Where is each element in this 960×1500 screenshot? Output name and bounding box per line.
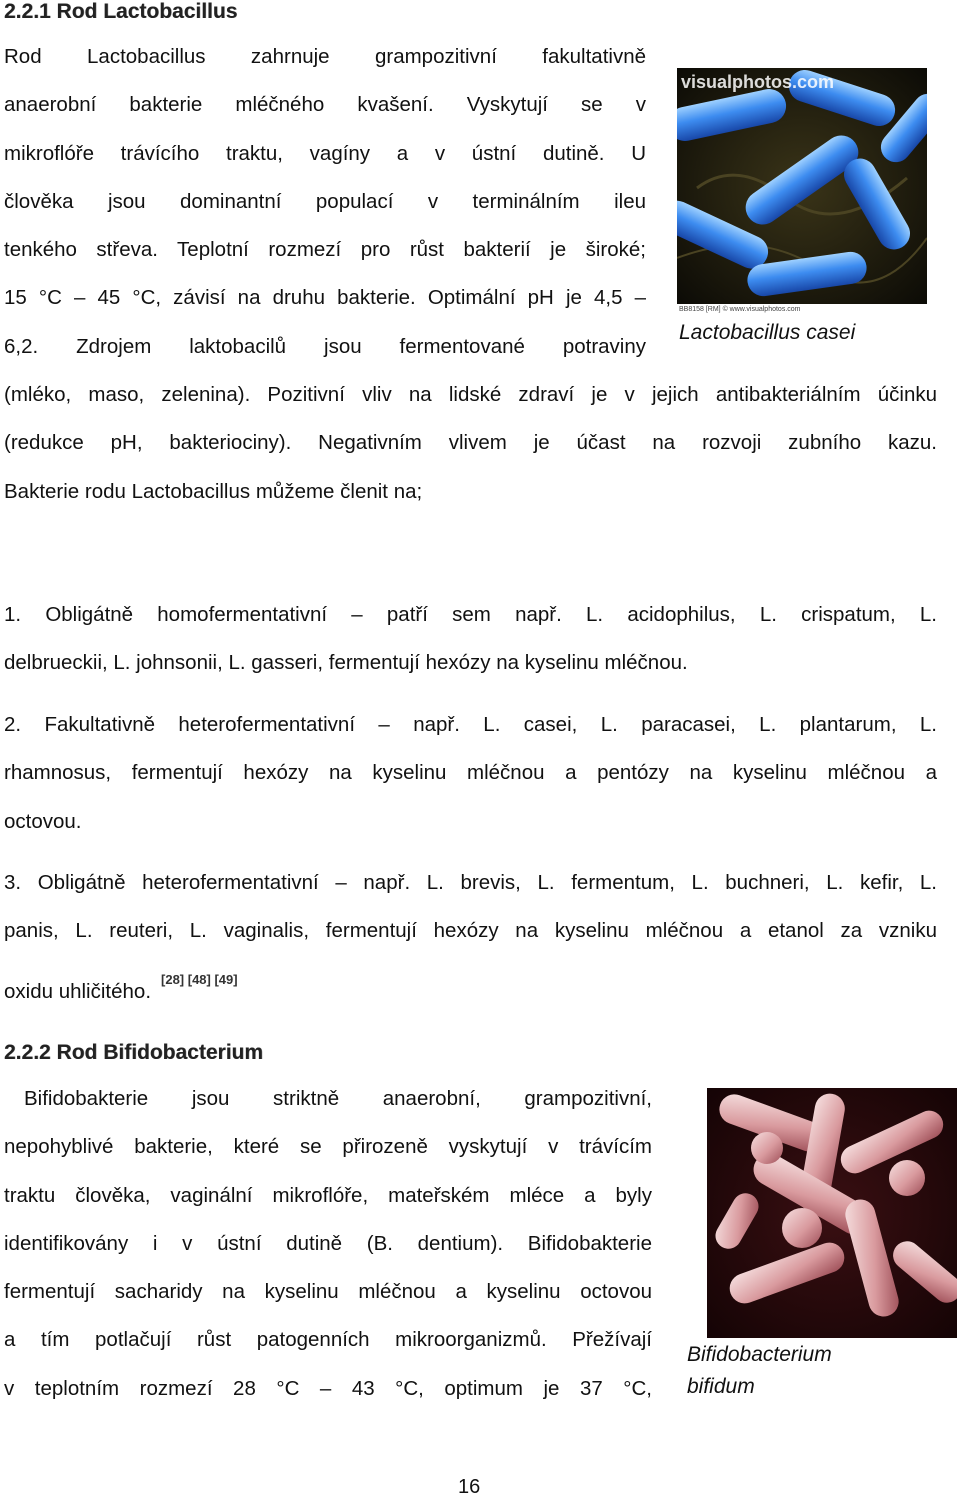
text-line: rhamnosus, fermentují hexózy na kyselinu mléčnou a pentózy na kyselinu mléčnou a bbox=[4, 761, 937, 785]
caption-line: bifidum bbox=[687, 1375, 755, 1398]
text-line: (mléko, maso, zelenina). Pozitivní vliv na lidské zdraví je v jejich antibakteriálním účinku bbox=[4, 383, 937, 406]
lactobacillus-micrograph bbox=[677, 68, 927, 304]
text-line: Bakterie rodu Lactobacillus můžeme členit na; bbox=[4, 479, 423, 503]
text-line: mikroflóře trávícího traktu, vagíny a v ústní dutině. U bbox=[4, 141, 646, 165]
image-credit: BB8158 [RM] © www.visualphotos.com bbox=[679, 306, 801, 313]
text-line: anaerobní bakterie mléčného kvašení. Vyskytují se v bbox=[4, 93, 646, 117]
text-line: tenkého střeva. Teplotní rozmezí pro růst bakterií je široké; bbox=[4, 238, 646, 262]
text-line: Rod Lactobacillus zahrnuje grampozitivní fakultativně bbox=[4, 45, 646, 68]
text-line: octovou. bbox=[4, 809, 82, 833]
list-item-3 bbox=[4, 859, 937, 1016]
text-line: člověka jsou dominantní populací v terminálním ileu bbox=[4, 189, 646, 213]
list-item-2 bbox=[4, 701, 937, 846]
text-line: fermentují sacharidy na kyselinu mléčnou a kyselinu octovou bbox=[4, 1280, 652, 1304]
lactobacillus-intro-paragraph bbox=[4, 33, 646, 371]
section-heading-bifidobacterium: 2.2.2 Rod Bifidobacterium bbox=[4, 1041, 264, 1064]
text-line: v teplotním rozmezí 28 °C – 43 °C, optimum je 37 °C, bbox=[4, 1376, 652, 1400]
text-line: Bifidobakterie jsou striktně anaerobní, grampozitivní, bbox=[24, 1087, 652, 1110]
text-line: identifikovány i v ústní dutině (B. dentium). Bifidobakterie bbox=[4, 1231, 652, 1255]
lactobacillus-paragraph-continued bbox=[4, 371, 937, 516]
citation-references: [28] [48] [49] bbox=[161, 971, 238, 987]
text-line: a tím potlačují růst patogenních mikroorganizmů. Přežívají bbox=[4, 1328, 652, 1352]
text-line: traktu člověka, vaginální mikroflóře, mateřském mléce a byly bbox=[4, 1183, 652, 1207]
text-line: panis, L. reuteri, L. vaginalis, fermentují hexózy na kyselinu mléčnou a etanol za vzniku bbox=[4, 919, 937, 943]
image-watermark: visualphotos.com bbox=[681, 72, 835, 92]
text-line: 3. Obligátně heterofermentativní – např. L. brevis, L. fermentum, L. buchneri, L. kefir, L. bbox=[4, 871, 937, 894]
caption-line: Bifidobacterium bbox=[687, 1343, 832, 1366]
figure-caption-bifidobacterium bbox=[687, 1339, 832, 1403]
text-line: 1. Obligátně homofermentativní – patří sem např. L. acidophilus, L. crispatum, L. bbox=[4, 603, 937, 626]
figure-caption-lactobacillus: Lactobacillus casei bbox=[679, 321, 856, 344]
text-line: (redukce pH, bakteriociny). Negativním vlivem je účast na rozvoji zubního kazu. bbox=[4, 431, 937, 455]
bifidobacterium-paragraph bbox=[4, 1075, 652, 1413]
text-line: 15 °C – 45 °C, závisí na druhu bakterie. Optimální pH je 4,5 – bbox=[4, 286, 646, 310]
bifidobacterium-micrograph bbox=[707, 1088, 957, 1338]
text-line bbox=[4, 956, 937, 1016]
text-line: delbrueckii, L. johnsonii, L. gasseri, fermentují hexózy na kyselinu mléčnou. bbox=[4, 651, 688, 675]
section-heading-lactobacillus: 2.2.1 Rod Lactobacillus bbox=[4, 0, 238, 23]
text-line-content: oxidu uhličitého. bbox=[4, 979, 152, 1003]
text-line: 6,2. Zdrojem laktobacilů jsou fermentované potraviny bbox=[4, 334, 646, 358]
lactobacillus-casei-image bbox=[677, 68, 927, 304]
bifidobacterium-bifidum-image bbox=[707, 1088, 957, 1338]
page-number: 16 bbox=[458, 1476, 481, 1498]
text-line: nepohyblivé bakterie, které se přirozeně vyskytují v trávícím bbox=[4, 1135, 652, 1159]
text-line: 2. Fakultativně heterofermentativní – např. L. casei, L. paracasei, L. plantarum, L. bbox=[4, 713, 937, 736]
list-item-1 bbox=[4, 591, 937, 688]
